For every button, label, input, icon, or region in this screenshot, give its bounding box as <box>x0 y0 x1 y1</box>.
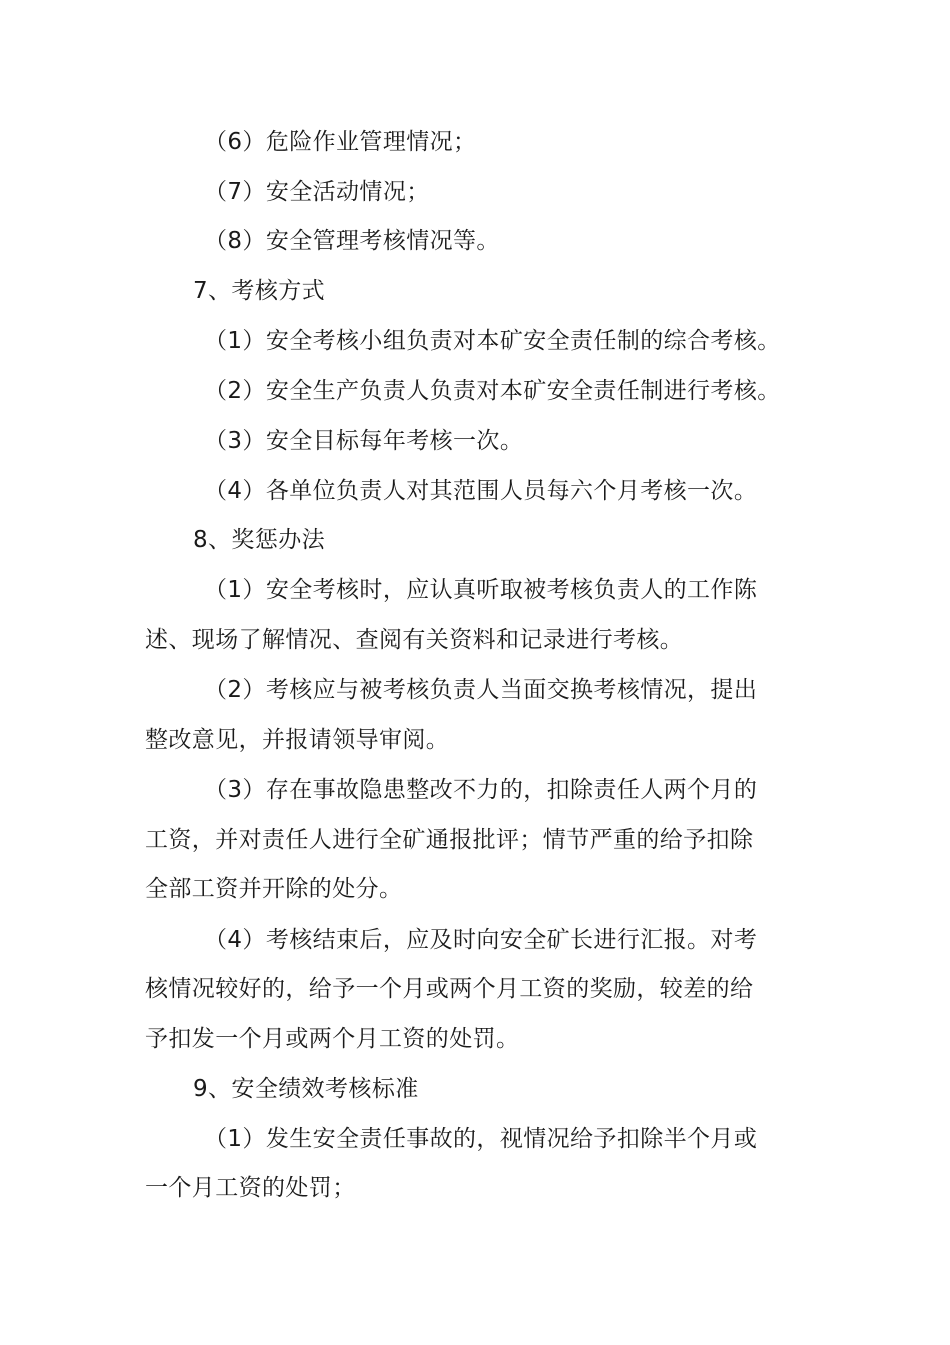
paragraph-8-3-line-1: （3）存在事故隐患整改不力的，扣除责任人两个月的 <box>204 777 758 803</box>
list-item-6: （6）危险作业管理情况； <box>204 129 477 155</box>
list-item-7: （7）安全活动情况； <box>204 179 430 205</box>
paragraph-8-3-line-3: 全部工资并开除的处分。 <box>145 876 403 902</box>
paragraph-8-2-line-1: （2）考核应与被考核负责人当面交换考核情况，提出 <box>204 677 758 703</box>
paragraph-8-4-line-1: （4）考核结束后，应及时向安全矿长进行汇报。对考 <box>204 927 758 953</box>
list-item-8: （8）安全管理考核情况等。 <box>204 228 500 254</box>
paragraph-8-2-line-2: 整改意见，并报请领导审阅。 <box>145 727 450 753</box>
paragraph-8-1-line-2: 述、现场了解情况、查阅有关资料和记录进行考核。 <box>145 627 684 653</box>
paragraph-8-1-line-1: （1）安全考核时，应认真听取被考核负责人的工作陈 <box>204 577 758 603</box>
paragraph-8-3-line-2: 工资，并对责任人进行全矿通报批评；情节严重的给予扣除 <box>145 827 754 853</box>
paragraph-9-1-line-1: （1）发生安全责任事故的，视情况给予扣除半个月或 <box>204 1126 758 1152</box>
list-item-7-1: （1）安全考核小组负责对本矿安全责任制的综合考核。 <box>204 328 781 354</box>
paragraph-8-4-line-2: 核情况较好的，给予一个月或两个月工资的奖励，较差的给 <box>145 976 754 1002</box>
section-heading-9: 9、安全绩效考核标准 <box>193 1076 419 1102</box>
list-item-7-2: （2）安全生产负责人负责对本矿安全责任制进行考核。 <box>204 378 781 404</box>
list-item-7-3: （3）安全目标每年考核一次。 <box>204 428 524 454</box>
section-heading-7: 7、考核方式 <box>193 278 326 304</box>
paragraph-8-4-line-3: 予扣发一个月或两个月工资的处罚。 <box>145 1026 520 1052</box>
list-item-7-4: （4）各单位负责人对其范围人员每六个月考核一次。 <box>204 478 758 504</box>
paragraph-9-1-line-2: 一个月工资的处罚； <box>145 1175 356 1201</box>
section-heading-8: 8、奖惩办法 <box>193 527 326 553</box>
